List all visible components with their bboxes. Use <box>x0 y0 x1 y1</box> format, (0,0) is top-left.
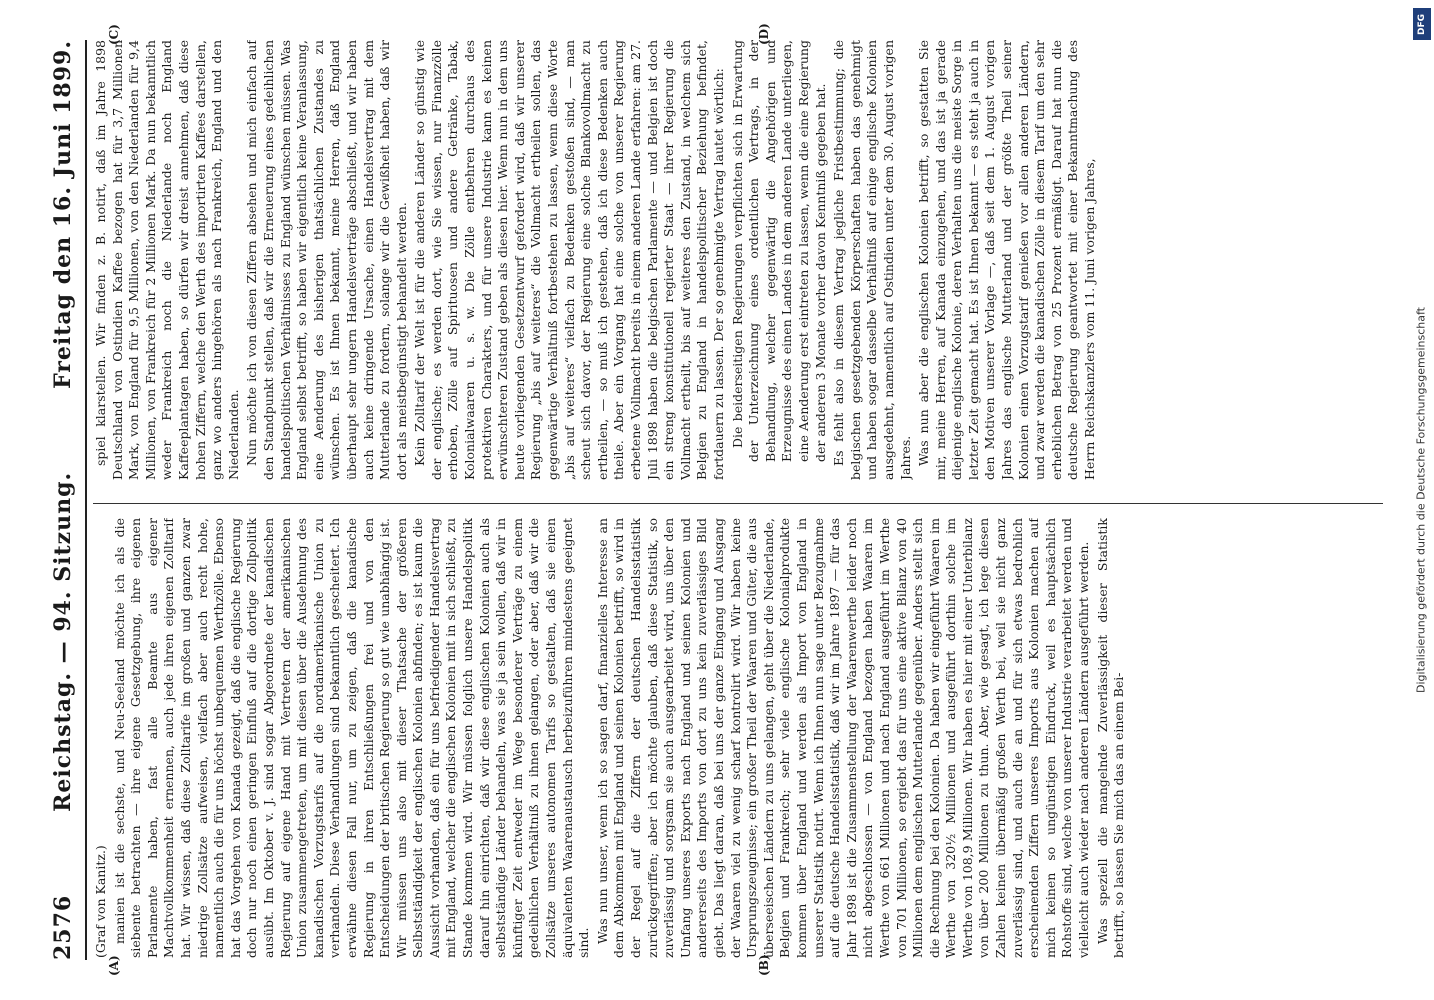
margin-marker-b: (B) <box>757 954 771 976</box>
margin-marker-c: (C) <box>107 24 121 45</box>
left-paragraph: manien ist die sechste, und Neu-Seeland möchte ich als die siebente betrachten — ihre eigene Gesetzgebung, ihre eigenen Parlamente haben, fast alle Beamte aus eigener Machtvollkommenheit ernennen, auch jede ihren eigenen Zolltarif hat. Wir wissen, daß diese Zolltarife im großen und ganzen zwar niedrige Zollsätze aufweisen, vielfach aber auch recht hohe, namentlich auch die für uns höchst unbequemen Werthzölle. Ebenso hat das Vorgehen von Kanada gezeigt, daß die englische Regierung doch nur noch einen geringen Einfluß auf die dortige Zollpolitik ausübt. Im Oktober v. J. sind sogar Abgeordnete der kanadischen Regierung auf eigene Hand mit Vertretern der amerikanischen Union zusammengetreten, um mit diesen über die Ausdehnung des kanadischen Vorzugstarifs auf die nordamerikanische Union zu verhandeln. Diese Verhandlungen sind bekanntlich gescheitert. Ich erwähne diesen Fall nur, um zu zeigen, daß die kanadische Regierung in ihren Entschließungen frei und von den Entscheidungen der britischen Regierung so gut wie unabhängig ist. Wir müssen uns also mit dieser Thatsache der größeren Selbstständigkeit der englischen Kolonien abfinden; es ist kaum die Aussicht vorhanden, daß ein für uns befriedigender Handelsvertrag mit England, welcher die englischen Kolonien mit in sich schließt, zu Stande kommen wird. Wir müssen folglich unsere Handelspolitik darauf hin einrichten, daß wir diese englischen Kolonien auch als selbstständige Länder behandeln, was sie ja sein wollen, daß wir in künftiger Zeit entweder im Wege besonderer Verträge zu einem gedeihlichen Verhältniß zu ihnen gelangen, oder aber, daß wir die Zollsätze unseres autonomen Tarifs so gestalten, daß sie einen äquivalenten Waarenaustausch herbeizuführen mindestens geeignet sind. <box>111 518 592 958</box>
header-left-title: Reichstag. — 94. Sitzung. <box>50 471 76 812</box>
speaker-label: (Graf von Kanitz.) <box>93 845 108 958</box>
margin-marker-d: (D) <box>757 23 771 45</box>
digitization-credit-text: Digitalisierung gefördert durch die Deutsche Forschungsgemeinschaft <box>1414 307 1428 693</box>
digitization-credit <box>1412 10 1430 990</box>
rotated-page-content <box>37 20 1397 980</box>
page-header <box>43 40 83 960</box>
quoted-treaty: Die beiderseitigen Regierungen verpflichten sich in Erwartung der Unterzeichnung eines ordentlichen Vertrags, in der Behandlung, welcher gegenwärtig die Angehörigen und Erzeugnisse des einen Landes in dem anderen Lande unterliegen, eine Aenderung erst eintreten zu lassen, wenn die eine Regierung der anderen 3 Monate vorher davon Kenntniß gegeben hat. <box>729 40 828 462</box>
right-paragraph: Nun möchte ich von diesen Ziffern absehen und mich einfach auf den Standpunkt stellen, daß wir die Erneuerung eines gedeihlichen handelspolitischen Verhältnisses zu England wünschen müssen. Was England selbst betrifft, so haben wir eigentlich keine Veranlassung, eine Aenderung des bisherigen thatsächlichen Zustandes zu wünschen. Es ist Ihnen bekannt, meine Herren, daß England überhaupt sehr ungern Handelsverträge abschließt, und wir haben auch keine dringende Ursache, einen Handelsvertrag mit dem Mutterlande zu fordern, solange wir die Gewißheit haben, daß wir dort als meistbegünstigt behandelt werden. <box>244 40 409 480</box>
header-rule <box>85 40 87 960</box>
dfg-logo: DFG <box>1413 8 1431 40</box>
left-paragraph: Was nun unser, wenn ich so sagen darf, finanzielles Interesse an dem Abkommen mit England und seinen Kolonien betrifft, so wird in der Regel auf die Ziffern der deutschen Handelsstatistik zurückgegriffen; aber ich möchte glauben, daß diese Statistik, so zuverlässig und sorgsam sie auch ausgearbeitet wird, uns über den Umfang unseres Exports nach England und seinen Kolonien und andererseits des Imports von dort zu uns kein zuverlässiges Bild giebt. Das liegt daran, daß bei uns der ganze Eingang und Ausgang der Waaren viel zu wenig scharf kontrolirt wird. Wir haben keine Ursprungszeugnisse; ein großer Theil der Waaren und Güter, die aus überseeischen Ländern zu uns gelangen, geht über die Niederlande, Belgien und Frankreich; sehr viele englische Kolonialprodukte kommen über England und werden als Import von England in unserer Statistik notirt. Wenn ich Ihnen nun sage unter Bezugnahme auf die deutsche Handelsstatistik, daß wir im Jahre 1897 — für das Jahr 1898 ist die Zusammenstellung der Waarenwerthe leider noch nicht abgeschlossen — von England bezogen haben Waaren im Werthe von 661 Millionen und nach England ausgeführt im Werthe von 701 Millionen, so ergiebt das für uns eine aktive Bilanz von 40 Millionen dem englischen Mutterlande gegenüber. Anders stellt sich die Rechnung bei den Kolonien. Da haben wir eingeführt Waaren im Werthe von 320½ Millionen und ausgeführt dorthin solche im Werthe von 108,9 Millionen. Wir haben es hier mit einer Unterbilanz von über 200 Millionen zu thun. Aber, wie gesagt, ich lege diesen Zahlen keinen übermäßig großen Werth bei, weil sie nicht ganz zuverlässig sind, und auch die an und für sich etwas bedrohlich erscheinenden Ziffern unseres Imports aus Kolonien machen auf mich keinen so ungünstigen Eindruck, weil es hauptsächlich Rohstoffe sind, welche von unserer Industrie verarbeitet werden und vielleicht auch wieder nach anderen Ländern ausgeführt werden. <box>594 518 1092 958</box>
left-paragraph: Was speziell die mangelnde Zuverlässigkeit dieser Statistik betrifft, so lassen Sie mich das an einem Bei- <box>1094 518 1127 958</box>
right-column <box>93 40 1383 480</box>
right-paragraph: spiel klarstellen. Wir finden z. B. notirt, daß im Jahre 1898 Deutschland von Ostindien Kaffee bezogen hat für 3,7 Millionen Mark, von England für 9,5 Millionen, von den Niederlanden für 9,4 Millionen, von Frankreich für 2 Millionen Mark. Da nun bekanntlich weder Frankreich noch die Niederlande noch England Kaffeeplantagen haben, so dürfen wir dreist annehmen, daß diese hohen Ziffern, welche den Werth des importirten Kaffees darstellen, ganz wo anders hingehören als nach Frankreich, England und den Niederlanden. <box>93 40 241 480</box>
header-right-title: Freitag den 16. Juni 1899. <box>50 40 76 389</box>
right-paragraph: Was nun aber die englischen Kolonien betrifft, so gestatten Sie mir, meine Herren, auf Kanada einzugehen, und das ist ja gerade diejenige englische Kolonie, deren Verhalten uns die meiste Sorge in letzter Zeit gemacht hat. Es ist Ihnen bekannt — es steht ja auch in den Motiven unserer Vorlage —, daß seit dem 1. August vorigen Jahres das englische Mutterland und der größte Theil seiner Kolonien einen Vorzugstarif genießen vor allen anderen Ländern, und zwar werden die kanadischen Zölle in diesem Tarif um den sehr erheblichen Betrag von 25 Prozent ermäßigt. Darauf hat nun die deutsche Regierung geantwortet mit einer Bekanntmachung des Herrn Reichskanzlers vom 11. Juni vorigen Jahres, <box>916 40 1098 480</box>
margin-marker-a: (A) <box>107 955 121 976</box>
left-column <box>93 518 1383 958</box>
right-paragraph: Es fehlt also in diesem Vertrag jegliche Fristbestimmung; die belgischen gesetzgebenden Körperschaften haben das genehmigt und haben sogar dasselbe Verhältniß auf einige englische Kolonien ausgedehnt, namentlich auf Ostindien unter dem 30. August vorigen Jahres. <box>831 40 913 480</box>
right-paragraph: Kein Zolltarif der Welt ist für die anderen Länder so günstig wie der englische; es werden dort, wie Sie wissen, nur Finanzzölle erhoben, Zölle auf Spirituosen und andere Getränke, Tabak, Kolonialwaaren u. s. w. Die Zölle entbehren durchaus des protektiven Charakters, und für unsere Industrie kann es keinen erwünschteren Zustand geben als diesen hier. Wenn nun in dem uns heute vorliegenden Gesetzentwurf gefordert wird, daß wir unserer Regierung „bis auf weiteres“ die Vollmacht ertheilen sollen, das gegenwärtige Verhältniß fortbestehen zu lassen, wenn diese Worte „bis auf weiteres“ vielfach zu Bedenken gestoßen sind, — man scheut sich davor, der Regierung eine solche Blankovollmacht zu ertheilen, — so muß ich gestehen, daß ich diese Bedenken auch theile. Aber ein Vorgang hat eine solche von unserer Regierung erbetene Vollmacht bereits in einem anderen Lande erfahren: am 27. Juli 1898 haben die belgischen Parlamente — und Belgien ist doch ein streng konstitutionell regierter Staat — ihrer Regierung die Vollmacht ertheilt, bis auf weiteres den Zustand, in welchem sich Belgien zu England in handelspolitischer Beziehung befindet, fortdauern zu lassen. Der so genehmigte Vertrag lautet wörtlich: <box>412 40 726 480</box>
column-divider <box>93 503 1383 504</box>
page-number: 2576 <box>50 894 76 960</box>
